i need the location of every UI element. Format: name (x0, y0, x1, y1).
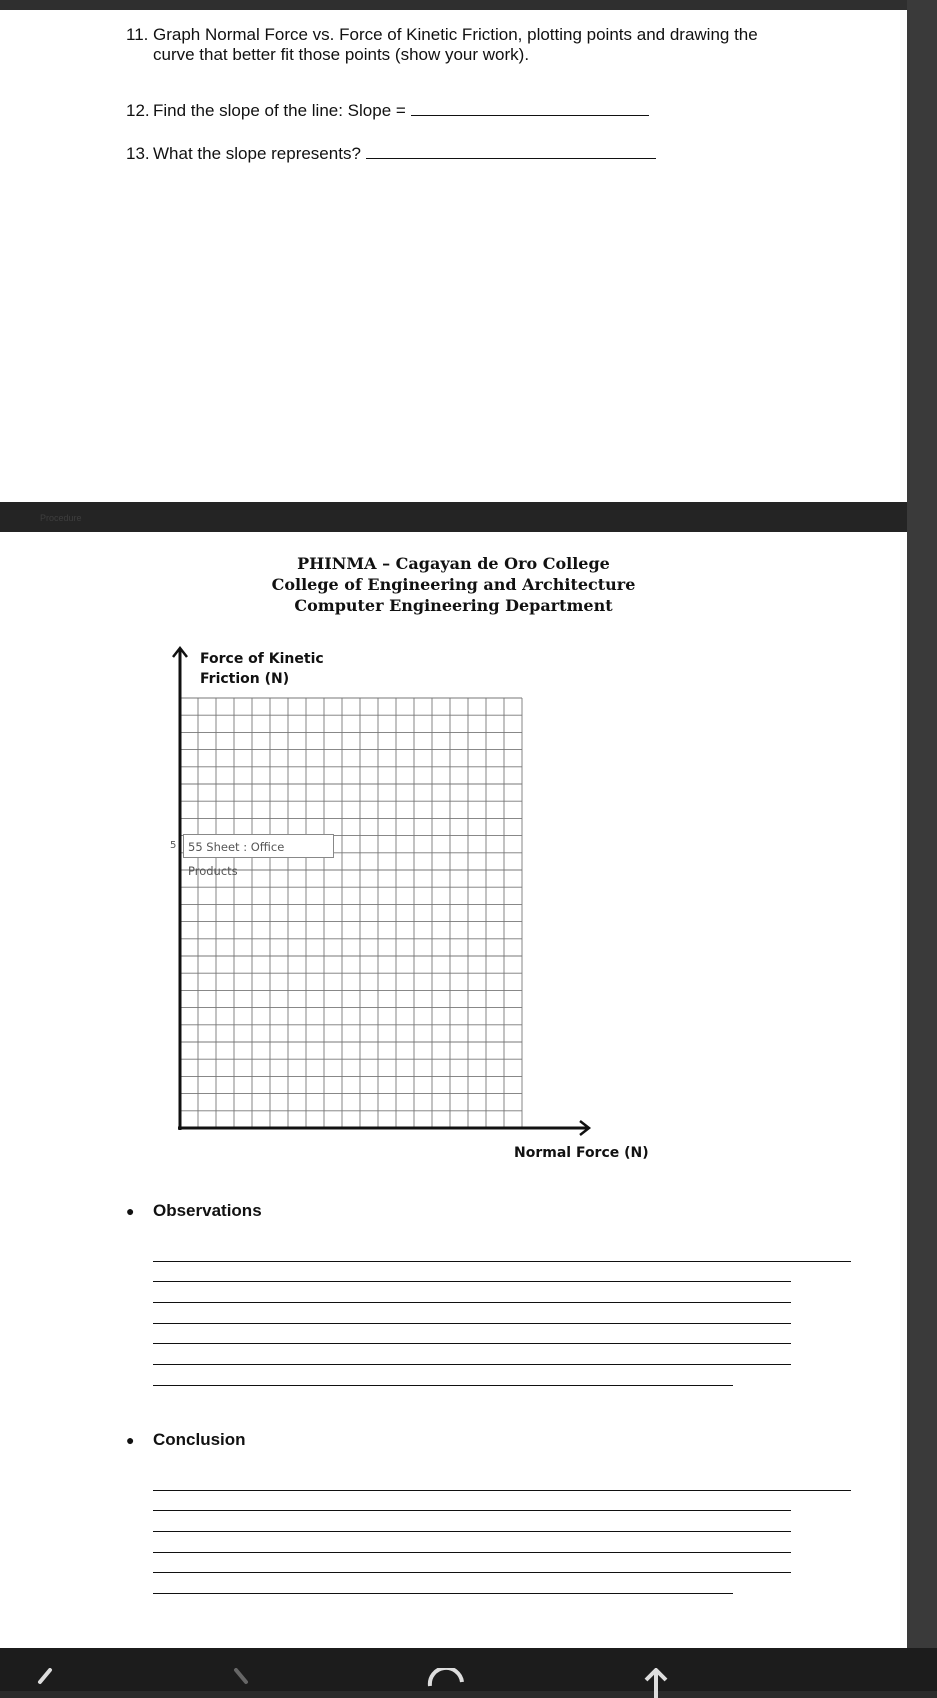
observation-line[interactable] (153, 1302, 791, 1303)
bottom-nav-bar (0, 1648, 937, 1691)
document-page-1 (0, 10, 907, 502)
conclusion-line[interactable] (153, 1531, 791, 1532)
x-axis-label: Normal Force (N) (514, 1145, 649, 1161)
college-name: PHINMA – Cagayan de Oro College (297, 554, 610, 573)
question-12: 12. Find the slope of the line: Slope = (126, 101, 649, 121)
conclusion-line[interactable] (153, 1510, 791, 1511)
slope-answer-blank[interactable] (411, 101, 649, 116)
share-icon[interactable] (636, 1668, 676, 1698)
program-department: Computer Engineering Department (294, 596, 613, 615)
observation-line[interactable] (153, 1343, 791, 1344)
graph-area[interactable] (150, 640, 650, 1170)
conclusion-line[interactable] (153, 1490, 851, 1491)
conclusion-line[interactable] (153, 1593, 733, 1594)
question-11: 11. Graph Normal Force vs. Force of Kinetic Friction, plotting points and drawing the curve that better fit those points (show your work). (126, 25, 758, 64)
observation-line[interactable] (153, 1261, 851, 1262)
observations-heading: ● Observations (126, 1201, 262, 1220)
graph-grid (180, 698, 522, 1128)
bullet-icon: ● (126, 1203, 135, 1219)
slope-meaning-blank[interactable] (366, 144, 656, 159)
graph-paper-sticker: 55 Sheet : Office Products (183, 834, 334, 858)
rotate-icon[interactable] (426, 1668, 466, 1698)
question-12-text: Find the slope of the line: Slope = (153, 101, 406, 120)
observation-line[interactable] (153, 1323, 791, 1324)
conclusion-line[interactable] (153, 1552, 791, 1553)
question-13-text: What the slope represents? (153, 144, 361, 163)
observation-line[interactable] (153, 1385, 733, 1386)
observation-line[interactable] (153, 1281, 791, 1282)
question-13: 13. What the slope represents? (126, 144, 656, 164)
y-axis-label: Force of Kinetic Friction (N) (200, 651, 324, 687)
college-department: College of Engineering and Architecture (271, 575, 636, 594)
viewer-scrollbar[interactable] (907, 0, 937, 1691)
sticker-edge-text: 5 (170, 840, 177, 851)
back-icon[interactable] (30, 1668, 70, 1698)
conclusion-line[interactable] (153, 1572, 791, 1573)
viewer-top-bar (0, 0, 937, 10)
question-11-text-line2: curve that better fit those points (show your work). (153, 45, 530, 64)
gap-bullet-text: Procedure (40, 513, 82, 523)
bullet-icon: ● (126, 1432, 135, 1448)
conclusion-heading: ● Conclusion (126, 1430, 246, 1449)
page-gap (0, 502, 907, 532)
forward-icon[interactable] (226, 1668, 266, 1698)
question-11-text-line1: Graph Normal Force vs. Force of Kinetic Friction, plotting points and drawing the (153, 25, 758, 44)
observation-line[interactable] (153, 1364, 791, 1365)
